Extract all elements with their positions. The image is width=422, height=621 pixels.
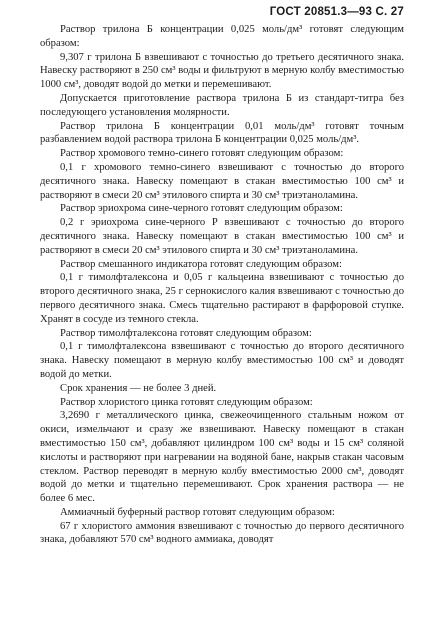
paragraph: 67 г хлористого аммония взвешивают с точностью до первого десятичного знака, добавляют 570 см³ водного аммиака, доводят: [40, 520, 404, 546]
page-header: ГОСТ 20851.3—93 С. 27: [269, 6, 404, 18]
paragraph: Раствор смешанного индикатора готовят следующим образом:: [60, 258, 342, 270]
paragraph: 0,1 г тимолфталексона взвешивают с точностью до второго десятичного знака. Навеску помещают в мерную колбу вместимостью 100 см³ и доводят водой до метки.: [40, 341, 404, 380]
paragraph: 0,1 г тимолфталексона и 0,05 г кальцеина взвешивают с точностью до второго десятичного знака, 25 г сернокислого калия взвешивают с точностью до первого десятичного знака. Смесь тщательно растирают в фарфоровой ступке. Хранят в сосуде из темного стекла.: [40, 272, 404, 325]
document-body: [40, 23, 404, 547]
paragraph: Аммиачный буферный раствор готовят следующим образом:: [60, 506, 335, 518]
paragraph: 9,307 г трилона Б взвешивают с точностью до третьего десятичного знака. Навеску растворяют в 250 см³ воды и фильтруют в мерную колбу вместимостью 1000 см³, доводят водой до метки и перемешивают.: [40, 51, 404, 91]
paragraph: Раствор хлористого цинка готовят следующим образом:: [60, 396, 313, 408]
paragraph: Допускается приготовление раствора трилона Б из стандарт-титра без последующего установления молярности.: [40, 92, 404, 118]
paragraph: Раствор хромового темно-синего готовят следующим образом:: [60, 148, 344, 160]
paragraph: 0,1 г хромового темно-синего взвешивают с точностью до второго десятичного знака. Навеску помещают в стакан вместимостью 100 см³ и растворяют в смеси 20 см³ этилового спирта и 30 см³ триэтаноламина.: [40, 161, 404, 201]
paragraph: Раствор трилона Б концентрации 0,025 моль/дм³ готовят следующим образом:: [40, 24, 404, 49]
paragraph: 0,2 г эриохрома сине-черного Р взвешивают с точностью до второго десятичного знака. Навеску помещают в стакан вместимостью 100 см³ и растворяют в смеси 20 см³ этилового спирта и 30 см³ триэтаноламина.: [40, 217, 404, 256]
paragraph: Раствор эриохрома сине-черного готовят следующим образом:: [60, 203, 343, 215]
paragraph: Раствор тимолфталексона готовят следующим образом:: [60, 327, 312, 339]
paragraph: Срок хранения — не более 3 дней.: [60, 382, 217, 394]
paragraph: 3,2690 г металлического цинка, свежеочищенного стальным ножом от окиси, измельчают и сразу же взвешивают. Навеску помещают в стакан вместимостью 150 см³, добавляют цилиндром 100 см³ воды и 15 см³ соляной кислоты и растворяют при нагревании на водяной бане, накрыв стакан часовым стеклом. Раствор переводят в мерную колбу вместимостью 2000 см³, доводят водой до метки и тщательно перемешивают. Срок хранения раствора — не более 6 мес.: [40, 410, 404, 505]
paragraph: Раствор трилона Б концентрации 0,01 моль/дм³ готовят точным разбавлением водой раствора трилона Б концентрации 0,025 моль/дм³.: [40, 120, 404, 146]
